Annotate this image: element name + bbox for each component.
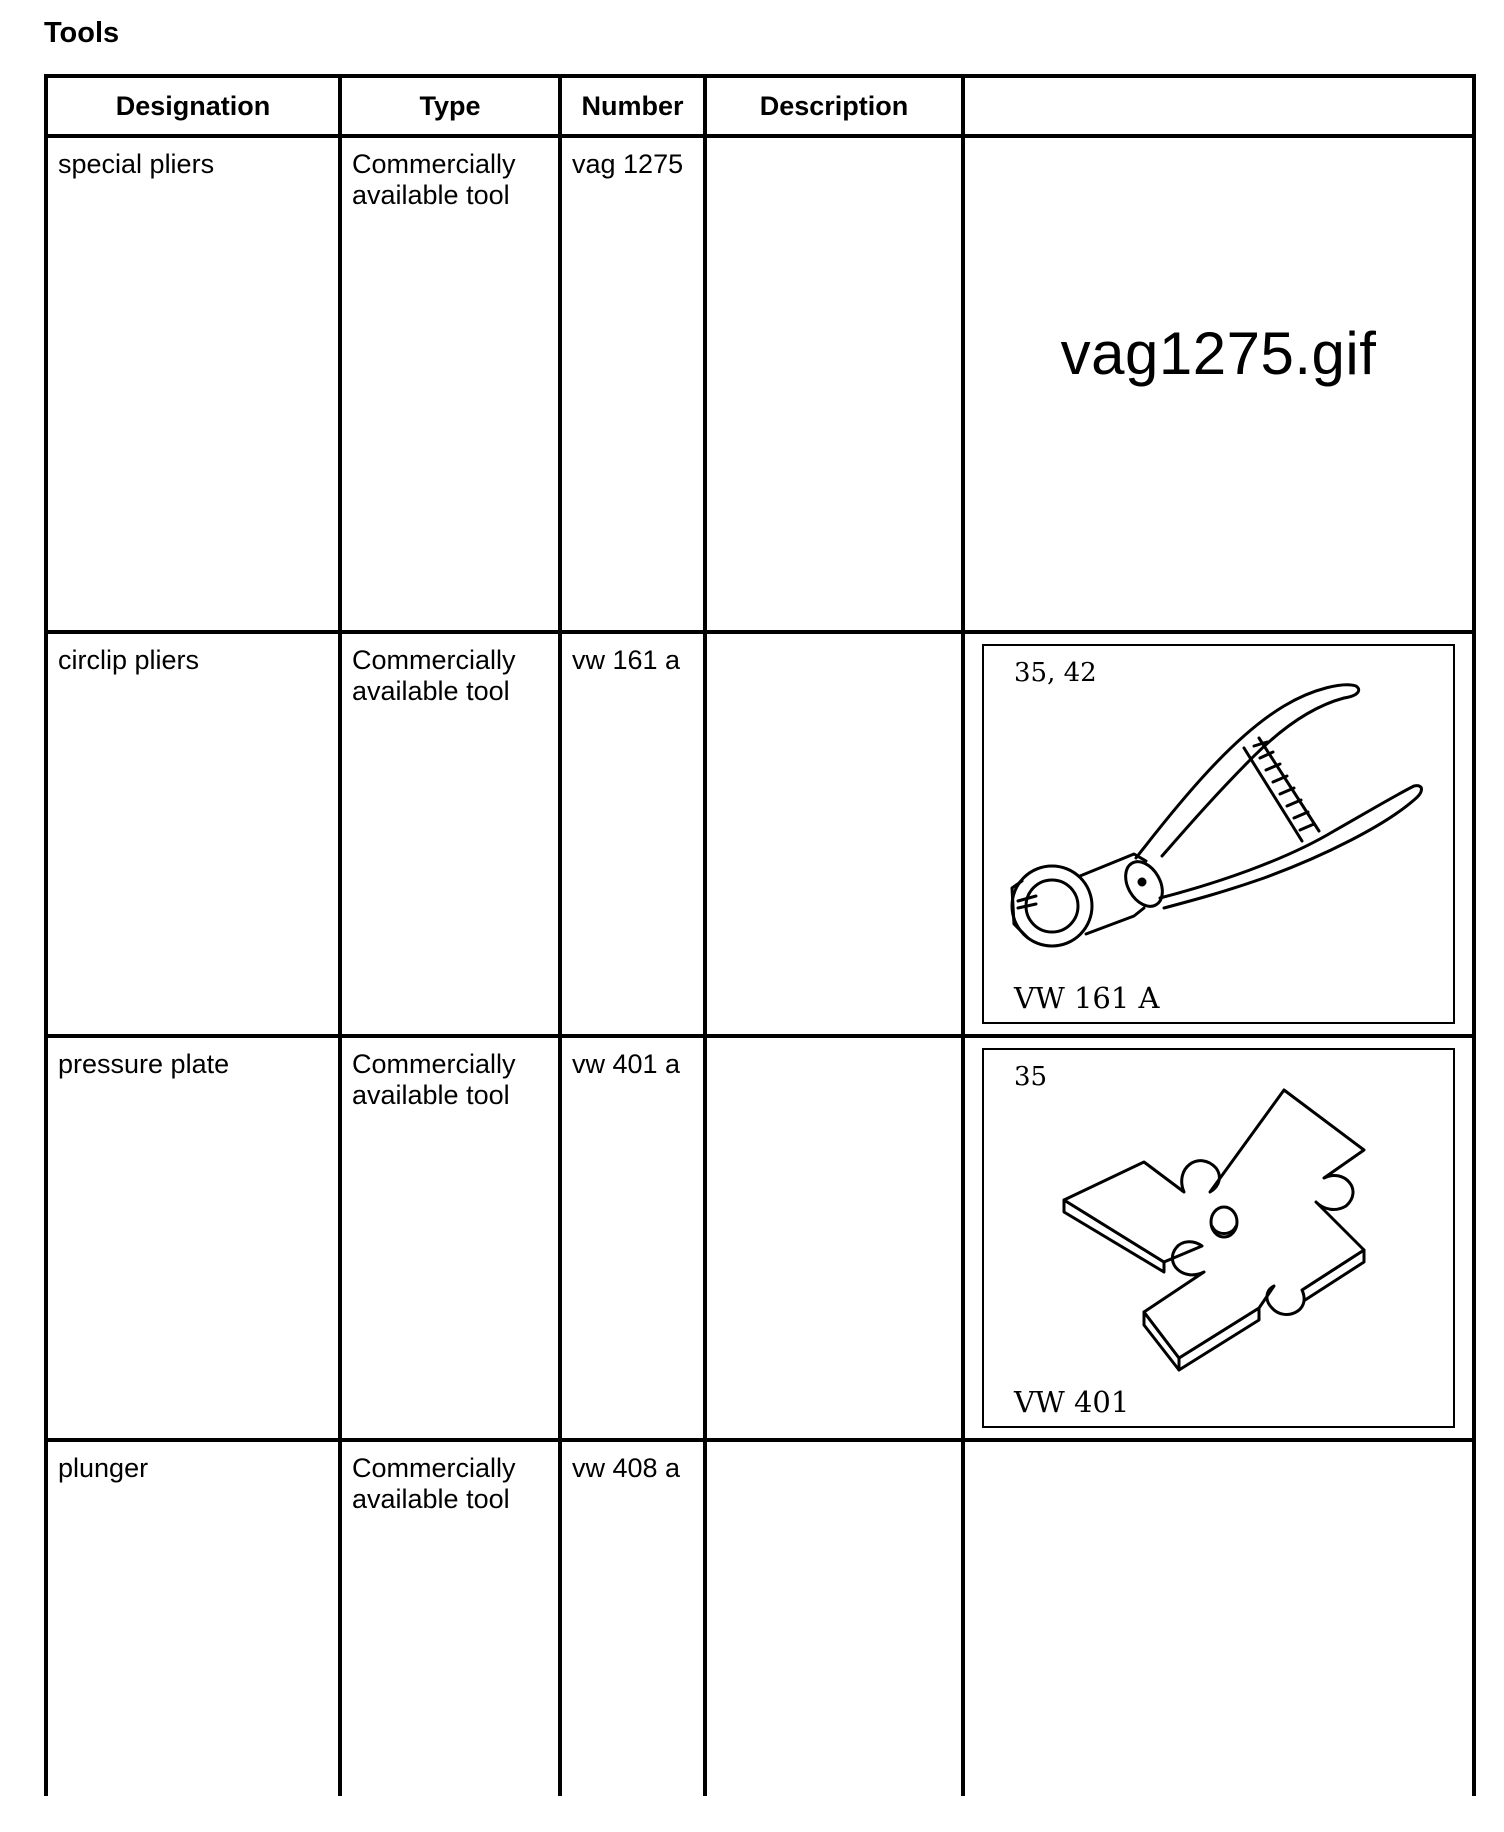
cell-image (963, 1036, 1474, 1440)
illustration-label-top: 35 (1014, 1062, 1048, 1092)
illustration-label-bottom: VW 161 A (1014, 981, 1160, 1015)
header-type: Type (340, 76, 560, 136)
cell-image (963, 136, 1474, 632)
tool-illustration-box (982, 1048, 1455, 1428)
cell-number: vag 1275 (560, 136, 705, 632)
cell-image (963, 1440, 1474, 1796)
image-placeholder: vag1275.gif (1060, 320, 1377, 387)
table-row (46, 632, 1474, 1036)
cell-designation: plunger (46, 1440, 340, 1796)
tool-illustration-box (982, 644, 1455, 1024)
cell-type: Commercially available tool (340, 632, 560, 1036)
circlip-pliers-icon (984, 646, 1453, 1022)
page-title: Tools (44, 17, 120, 49)
table-row (46, 136, 1474, 632)
cell-image (963, 632, 1474, 1036)
header-designation: Designation (46, 76, 340, 136)
pressure-plate-icon (984, 1050, 1453, 1426)
cell-type: Commercially available tool (340, 1036, 560, 1440)
cell-description (705, 1440, 963, 1796)
table-row (46, 1440, 1474, 1796)
cell-description (705, 1036, 963, 1440)
header-number: Number (560, 76, 705, 136)
cell-designation: special pliers (46, 136, 340, 632)
cell-designation: circlip pliers (46, 632, 340, 1036)
table-header-row (46, 76, 1474, 136)
tools-table (44, 74, 1476, 1796)
header-image (963, 76, 1474, 136)
illustration-label-top: 35, 42 (1014, 658, 1097, 688)
cell-number: vw 401 a (560, 1036, 705, 1440)
cell-type: Commercially available tool (340, 136, 560, 632)
table-row (46, 1036, 1474, 1440)
cell-designation: pressure plate (46, 1036, 340, 1440)
cell-description (705, 632, 963, 1036)
cell-type: Commercially available tool (340, 1440, 560, 1796)
cell-number: vw 161 a (560, 632, 705, 1036)
illustration-label-bottom: VW 401 (1014, 1385, 1130, 1419)
header-description: Description (705, 76, 963, 136)
cell-description (705, 136, 963, 632)
cell-number: vw 408 a (560, 1440, 705, 1796)
